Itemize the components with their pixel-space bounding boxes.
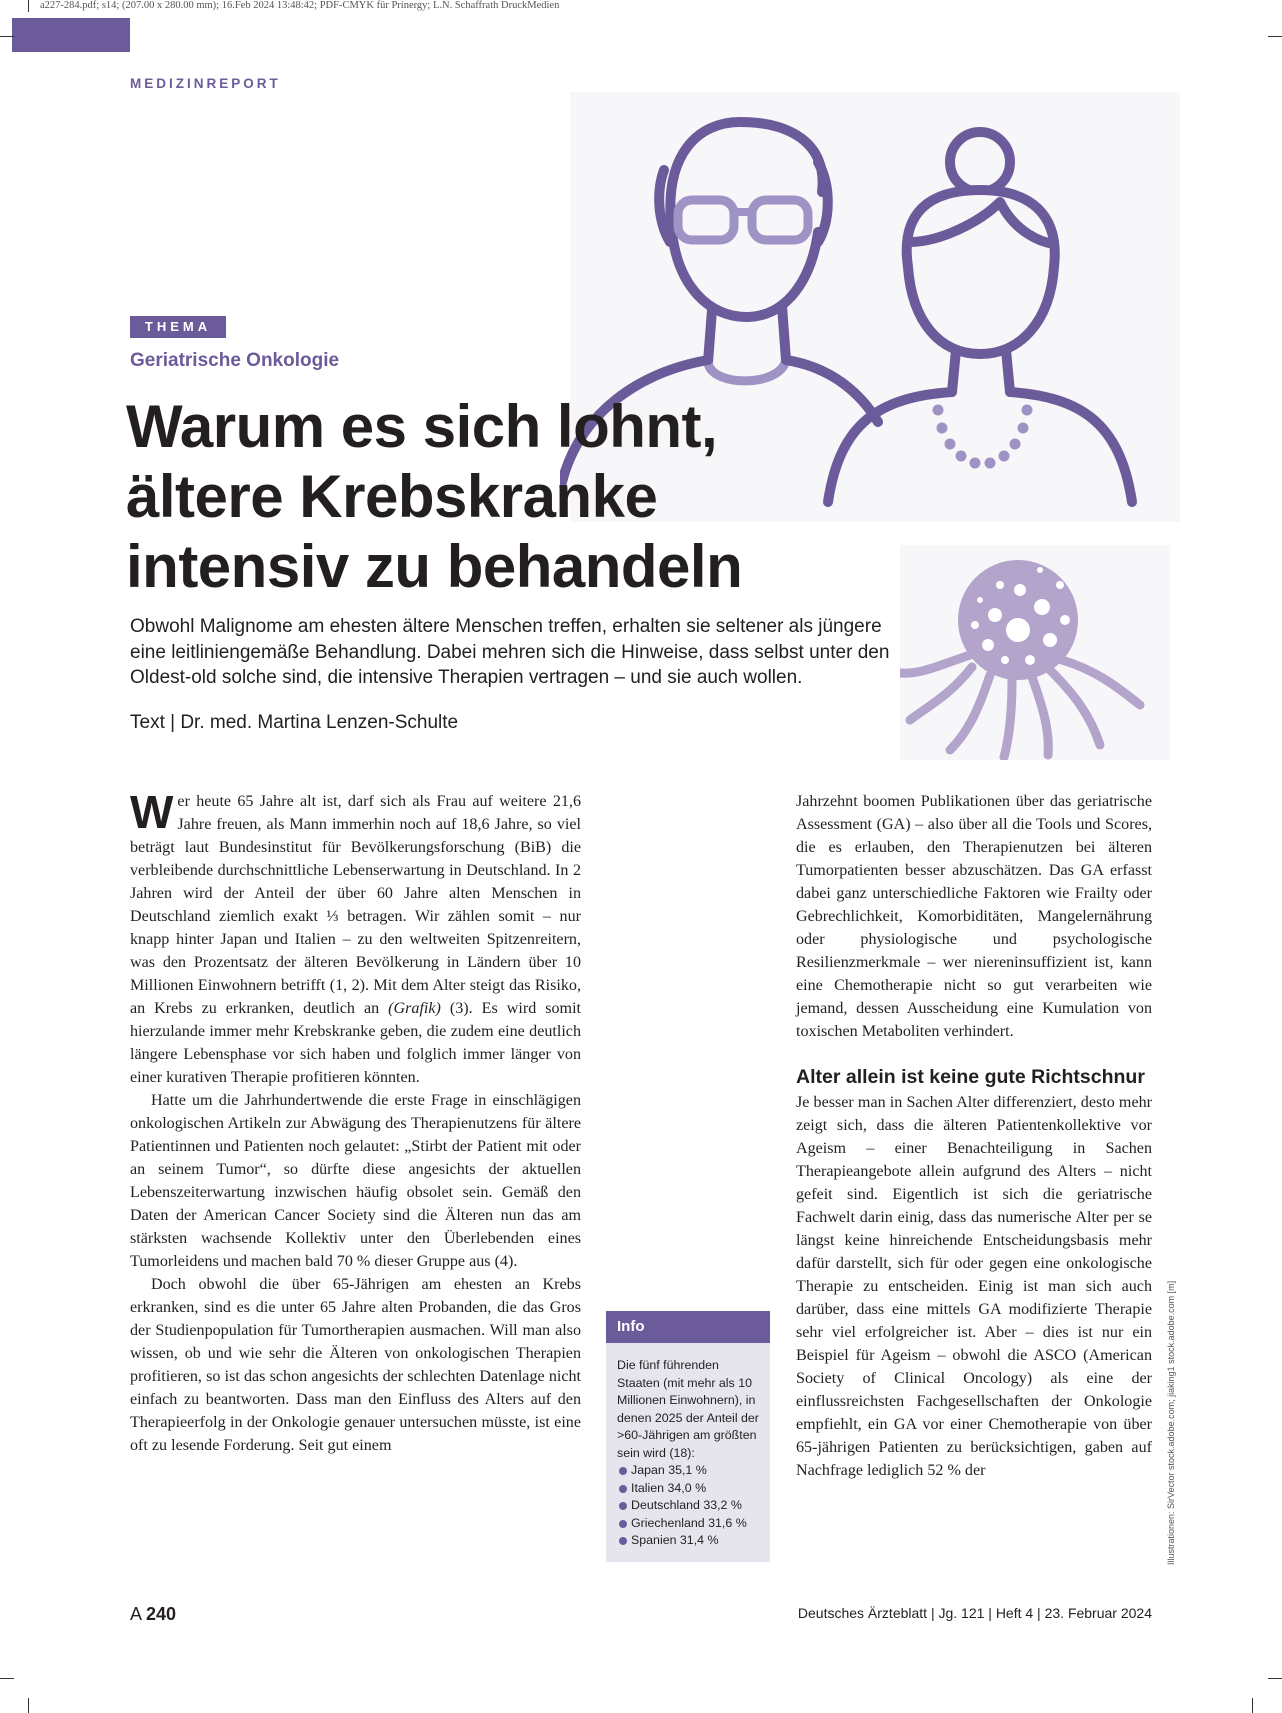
body-text: (3). Es wird somit hierzulande immer mehr Krebskranke geben, die zudem eine deutlich längere Lebensphase vor sich haben und folglich immer länger von einer kurativen Therapie profitieren könnten. [130,1000,582,1086]
topic-subtitle: Geriatrische Onkologie [130,350,340,371]
byline: Text | Dr. med. Martina Lenzen-Schulte [130,712,459,733]
body-paragraph: Hatte um die Jahrhundertwende die erste Frage in einschlägigen onkologischen Artikeln zur Abwägung des Therapienutzens für ältere Patientinnen und Patienten noch gelautet: „Stirbt der Patient mit oder an seinem Tumor“, so dürfte diese angesichts der aktuellen Lebenszeiterwartung inzwischen häufig obsolet sein. Gemäß den Daten der American Cancer Society sind die Älteren nun das am stärksten wachsende Kollektiv unter den Überlebenden eines Tumorleidens und machen bald 70 % dieser Gruppe aus (4). [130,1092,581,1270]
crop-mark [28,0,29,12]
subheading: Alter allein ist keine gute Richtschnur [796,1066,1145,1088]
list-item: Griechenland 31,6 % [617,1515,762,1533]
body-paragraph: Je besser man in Sachen Alter differenziert, desto mehr zeigt sich, dass die älteren Patientenkollektive vor Ageism – einer Benachteiligung in Sachen Therapieangebote allein aufgrund des Alters – nicht gefeit sind. Eigentlich ist sich die geriatrische Fachwelt darin einig, dass das numerische Alter per se längst keine hinreichende Entscheidungsbasis mehr dafür darstellt, sich für oder gegen eine onkologische Therapie zu entscheiden. Einig ist man sich auch darüber, dass eine mittels GA modifizierte Therapie sehr viel erfolgreicher ist. Aber – dies ist nur ein Beispiel für Ageism – obwohl die ASCO (American Society of Clinical Oncology) als eine der einflussreichsten Fachgesellschaften der Onkologie empfiehlt, ein GA vor einer Chemotherapie von über 65-jährigen Patienten zu berücksichtigen, gaben auf Nachfrage lediglich 52 % der [796,1094,1152,1479]
figure-reference: (Grafik) [388,1000,441,1017]
info-box [606,1311,770,1562]
crop-mark [0,36,14,37]
drop-cap: W [130,786,174,838]
info-country-list [617,1462,762,1550]
topic-badge: THEMA [130,316,226,338]
headline-line: intensiv zu behandeln [126,533,743,600]
headline-line: Warum es sich lohnt, [126,393,718,460]
headline-line: ältere Krebskranke [126,463,658,530]
page-prefix: A [130,1604,142,1624]
body-paragraph [130,786,582,1089]
info-box-title: Info [606,1311,770,1343]
page-number [130,1604,176,1625]
info-box-text: Die fünf führenden Staaten (mit mehr als 10 Millionen Einwohnern), in denen 2025 der Anteil der >60-Jährigen am größten sein wird (18): [617,1358,759,1460]
list-item: Japan 35,1 % [617,1462,762,1480]
page-number-value: 240 [146,1604,177,1624]
article-column-1 [130,786,582,1457]
image-credit: Illustrationen: SirVector stock.adobe.com; jiaking1 stock.adobe.com [m] [1166,1280,1176,1565]
section-label: MEDIZINREPORT [130,76,281,91]
list-item: Deutschland 33,2 % [617,1497,762,1515]
journal-info: Deutsches Ärzteblatt | Jg. 121 | Heft 4 | 23. Februar 2024 [797,1605,1152,1621]
print-info-line: a227-284.pdf; s14; (207.00 x 280.00 mm); 16.Feb 2024 13:48:42; PDF-CMYK für Prinergy; L.N. Schaffrath DruckMedien [40,0,560,11]
headline [126,392,846,602]
article-column-2 [796,790,1152,1482]
list-item: Spanien 31,4 % [617,1532,762,1550]
crop-mark [1268,36,1282,37]
body-paragraph: Jahrzehnt boomen Publikationen über das geriatrische Assessment (GA) – also über all die Tools und Scores, die es erlauben, den Therapienutzen bei älteren Tumorpatienten besser abzuschätzen. Das GA erfasst dabei ganz unterschiedliche Faktoren wie Frailty oder Gebrechlichkeit, Komorbiditäten, Mangelernährung oder physiologische und psychologische Resilienzmerkmale – wer niereninsuffizient ist, kann eine Chemotherapie nicht so gut verarbeiten wie jemand, dessen Ausscheidung eine Kumulation von toxischen Metaboliten verhindert. [796,793,1152,1040]
cancer-cell-illustration [900,545,1170,760]
list-item: Italien 34,0 % [617,1480,762,1498]
crop-mark [28,1698,29,1713]
body-paragraph: Doch obwohl die über 65-Jährigen am ehesten an Krebs erkranken, sind es die unter 65 Jahre alten Probanden, die das Gros der Studienpopulation für Tumortherapien ausmachen. Will man also wissen, ob und wie sehr die Älteren von onkologischen Therapien profitieren, so ist das schon angesichts der schlechten Datenlage nicht einfach zu beantworten. Dass man den Einfluss des Alters auf den Therapieerfolg in der Onkologie genauer untersuchen müsste, ist eine oft zu lesende Forderung. Seit gut einem [130,1276,581,1454]
crop-mark [1252,1698,1253,1713]
body-text: er heute 65 Jahre alt ist, darf sich als Frau auf weitere 21,6 Jahre freuen, als Mann immerhin noch auf 18,6 Jahre, so viel beträgt laut Bundesinstitut für Bevölkerungsforschung (BiB) die verbleibende durchschnittliche Lebenserwartung in Deutschland. In 2 Jahren wird der Anteil der über 60 Jahre alten Menschen in Deutschland ziemlich exakt ⅓ betragen. Wir zählen somit – nur knapp hinter Japan und Italien – zu den weltweiten Spitzenreitern, was den Prozentsatz der älteren Bevölkerung in Ländern über 10 Millionen Einwohnern betrifft (1, 2). Mit dem Alter steigt das Risiko, an Krebs zu erkranken, deutlich an [130,793,581,1017]
color-bar [12,18,130,52]
crop-mark [1268,1678,1282,1679]
lead-paragraph: Obwohl Malignome am ehesten ältere Menschen treffen, erhalten sie seltener als jüngere eine leitliniengemäße Behandlung. Dabei mehren sich die Hinweise, dass selbst unter den Oldest-old solche sind, die intensive Therapien vertragen – und sie auch wollen. [130,616,890,688]
info-box-body [606,1343,770,1562]
crop-mark [0,1678,14,1679]
